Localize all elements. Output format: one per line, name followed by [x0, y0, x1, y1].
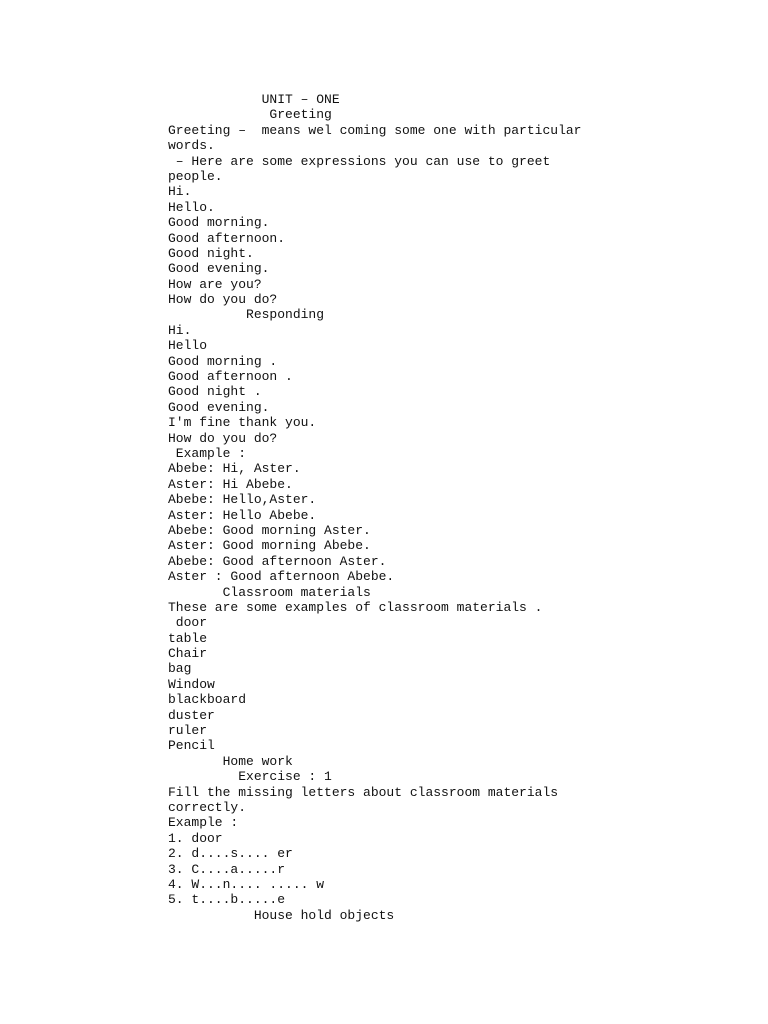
- section-heading-household-objects: House hold objects: [168, 907, 395, 923]
- exercise-item: 4. W...n.... ..... w: [168, 876, 325, 892]
- text-line: – Here are some expressions you can use to greet: [168, 153, 551, 169]
- list-item: blackboard: [168, 692, 247, 708]
- unit-heading: UNIT – ONE: [168, 92, 340, 107]
- list-item: Good night .: [168, 384, 262, 400]
- list-item: Good morning.: [168, 215, 270, 231]
- dialogue-line: Abebe: Good afternoon Aster.: [168, 553, 387, 569]
- text-line: people.: [168, 168, 223, 184]
- list-item: duster: [168, 707, 215, 723]
- dialogue-line: Abebe: Hello,Aster.: [168, 492, 317, 508]
- list-item: Hello: [168, 338, 208, 354]
- list-item: How do you do?: [168, 430, 278, 446]
- exercise-item: 1. door: [168, 830, 223, 846]
- list-item: How do you do?: [168, 292, 278, 308]
- list-item: Hi.: [168, 322, 192, 338]
- list-item: Window: [168, 676, 215, 692]
- text-line: Fill the missing letters about classroom materials: [168, 784, 559, 800]
- list-item: table: [168, 630, 208, 646]
- example-label: Example :: [168, 445, 247, 461]
- section-heading-home-work: Home work: [168, 753, 293, 769]
- dialogue-line: Aster: Good morning Abebe.: [168, 538, 371, 554]
- section-heading-greeting: Greeting: [168, 107, 332, 123]
- text-line: Greeting – means wel coming some one with particular: [168, 122, 582, 138]
- list-item: I'm fine thank you.: [168, 415, 317, 431]
- list-item: Good evening.: [168, 261, 270, 277]
- list-item: Good afternoon .: [168, 369, 293, 385]
- section-heading-responding: Responding: [168, 307, 325, 323]
- list-item: Pencil: [168, 738, 215, 754]
- text-line: correctly.: [168, 799, 247, 815]
- list-item: ruler: [168, 723, 208, 739]
- exercise-heading: Exercise : 1: [168, 769, 332, 785]
- exercise-item: 3. C....a.....r: [168, 861, 286, 877]
- exercise-item: 5. t....b.....e: [168, 892, 286, 908]
- dialogue-line: Abebe: Good morning Aster.: [168, 522, 371, 538]
- list-item: Hi.: [168, 184, 192, 200]
- list-item: bag: [168, 661, 192, 677]
- list-item: Good evening.: [168, 399, 270, 415]
- document-body: [168, 92, 728, 923]
- dialogue-line: Aster: Hello Abebe.: [168, 507, 317, 523]
- text-line: words.: [168, 138, 215, 154]
- list-item: Good morning .: [168, 353, 278, 369]
- dialogue-line: Aster : Good afternoon Abebe.: [168, 569, 395, 585]
- example-label: Example :: [168, 815, 239, 831]
- list-item: Chair: [168, 646, 208, 662]
- list-item: Good night.: [168, 245, 254, 261]
- section-heading-classroom-materials: Classroom materials: [168, 584, 371, 600]
- dialogue-line: Abebe: Hi, Aster.: [168, 461, 301, 477]
- list-item: door: [168, 615, 208, 631]
- exercise-item: 2. d....s.... er: [168, 846, 293, 862]
- list-item: Hello.: [168, 199, 215, 215]
- dialogue-line: Aster: Hi Abebe.: [168, 476, 293, 492]
- list-item: Good afternoon.: [168, 230, 286, 246]
- text-line: These are some examples of classroom materials .: [168, 599, 543, 615]
- list-item: How are you?: [168, 276, 262, 292]
